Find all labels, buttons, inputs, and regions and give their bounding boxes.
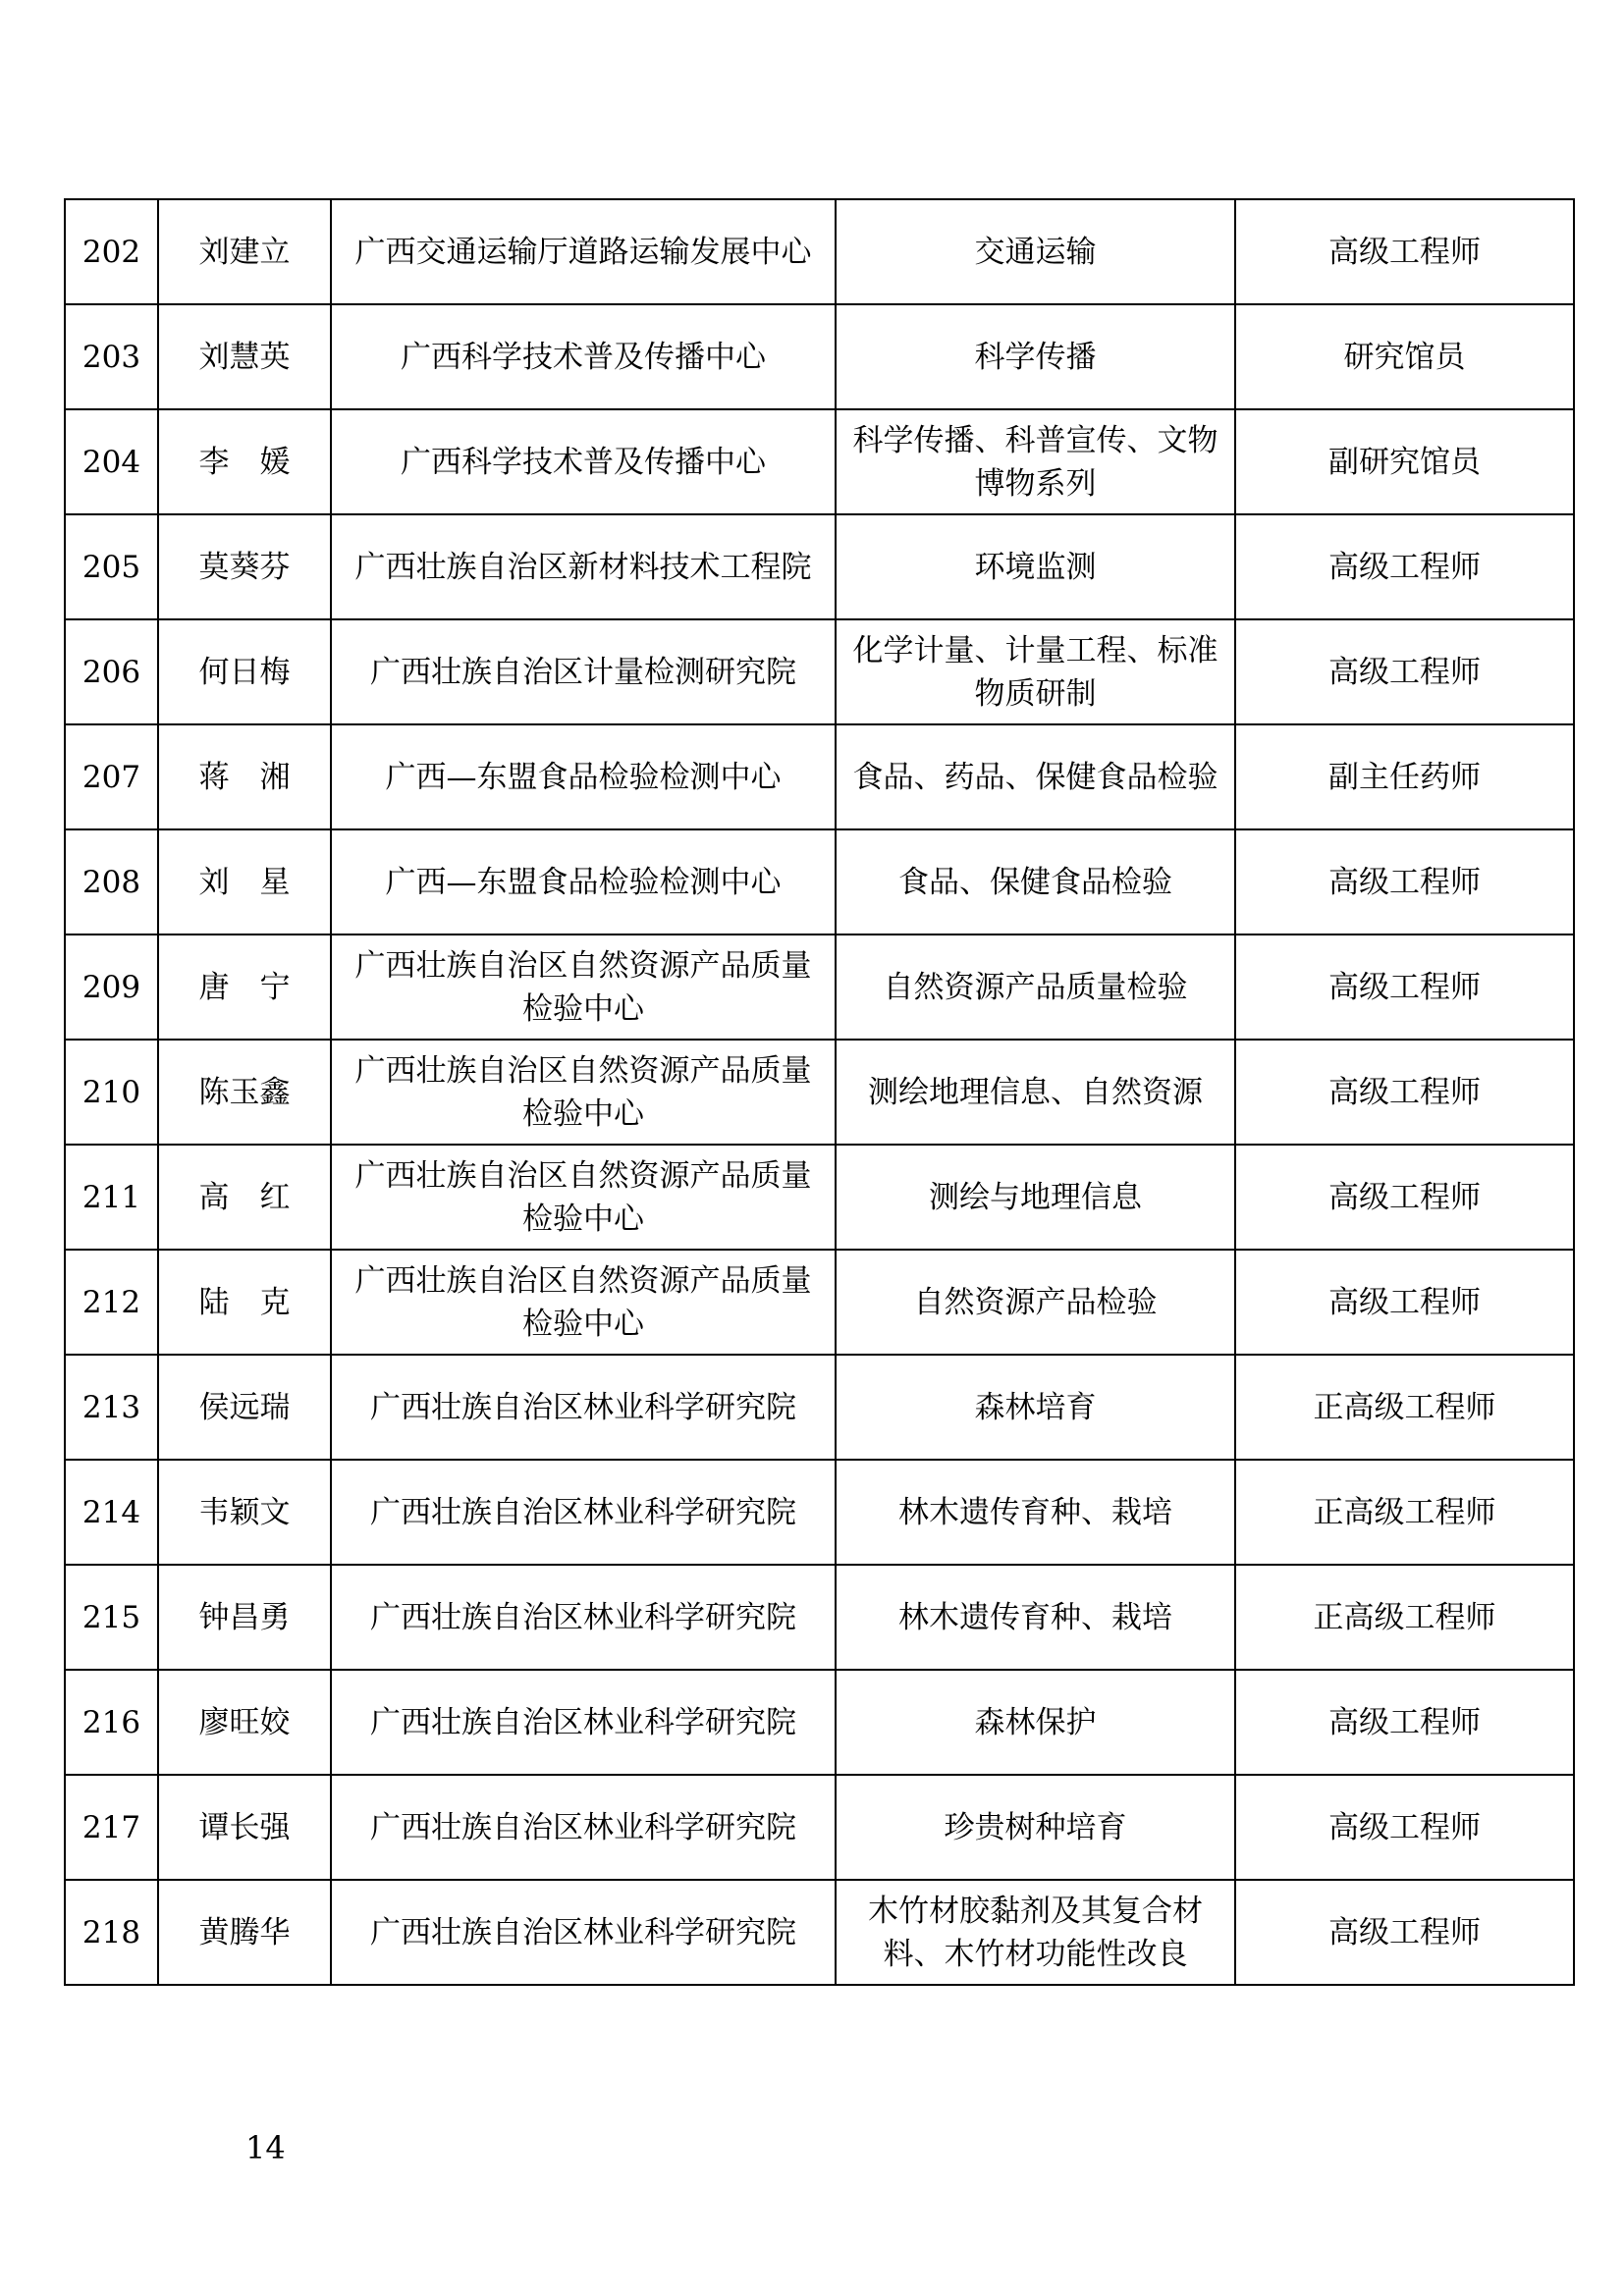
table-row	[65, 1565, 1574, 1670]
cell-field: 森林保护	[836, 1670, 1235, 1775]
cell-name: 陆 克	[158, 1250, 331, 1355]
cell-title: 高级工程师	[1235, 514, 1574, 619]
cell-number: 218	[65, 1880, 158, 1985]
cell-organization: 广西壮族自治区林业科学研究院	[331, 1880, 836, 1985]
cell-name: 钟昌勇	[158, 1565, 331, 1670]
cell-title: 正高级工程师	[1235, 1565, 1574, 1670]
cell-name: 廖旺姣	[158, 1670, 331, 1775]
cell-number: 211	[65, 1145, 158, 1250]
cell-name: 唐 宁	[158, 934, 331, 1040]
cell-number: 202	[65, 199, 158, 304]
cell-number: 206	[65, 619, 158, 724]
table-row	[65, 514, 1574, 619]
cell-organization: 广西—东盟食品检验检测中心	[331, 829, 836, 934]
cell-field: 木竹材胶黏剂及其复合材料、木竹材功能性改良	[836, 1880, 1235, 1985]
cell-title: 高级工程师	[1235, 1250, 1574, 1355]
cell-name: 李 媛	[158, 409, 331, 514]
cell-title: 高级工程师	[1235, 934, 1574, 1040]
cell-title: 高级工程师	[1235, 619, 1574, 724]
cell-name: 刘 星	[158, 829, 331, 934]
cell-title: 高级工程师	[1235, 1775, 1574, 1880]
cell-organization: 广西—东盟食品检验检测中心	[331, 724, 836, 829]
cell-name: 黄腾华	[158, 1880, 331, 1985]
cell-title: 高级工程师	[1235, 1670, 1574, 1775]
cell-organization: 广西壮族自治区林业科学研究院	[331, 1670, 836, 1775]
table-row	[65, 1250, 1574, 1355]
cell-organization: 广西壮族自治区林业科学研究院	[331, 1460, 836, 1565]
cell-organization: 广西壮族自治区自然资源产品质量检验中心	[331, 1145, 836, 1250]
table-row	[65, 934, 1574, 1040]
cell-title: 高级工程师	[1235, 829, 1574, 934]
cell-organization: 广西壮族自治区林业科学研究院	[331, 1355, 836, 1460]
cell-field: 测绘地理信息、自然资源	[836, 1040, 1235, 1145]
cell-field: 珍贵树种培育	[836, 1775, 1235, 1880]
table-row	[65, 409, 1574, 514]
cell-number: 216	[65, 1670, 158, 1775]
cell-field: 交通运输	[836, 199, 1235, 304]
cell-number: 215	[65, 1565, 158, 1670]
expert-list-table	[64, 198, 1575, 1986]
cell-name: 谭长强	[158, 1775, 331, 1880]
cell-number: 210	[65, 1040, 158, 1145]
cell-field: 科学传播、科普宣传、文物博物系列	[836, 409, 1235, 514]
cell-title: 正高级工程师	[1235, 1355, 1574, 1460]
table-row	[65, 1040, 1574, 1145]
table-row	[65, 1670, 1574, 1775]
cell-title: 副主任药师	[1235, 724, 1574, 829]
cell-field: 食品、保健食品检验	[836, 829, 1235, 934]
cell-organization: 广西壮族自治区自然资源产品质量检验中心	[331, 1250, 836, 1355]
cell-name: 莫葵芬	[158, 514, 331, 619]
cell-organization: 广西科学技术普及传播中心	[331, 409, 836, 514]
cell-field: 环境监测	[836, 514, 1235, 619]
cell-name: 刘慧英	[158, 304, 331, 409]
table-row	[65, 1880, 1574, 1985]
cell-title: 高级工程师	[1235, 1040, 1574, 1145]
cell-title: 副研究馆员	[1235, 409, 1574, 514]
page-number: 14	[245, 2129, 286, 2166]
table-body	[65, 199, 1574, 1985]
table-row	[65, 304, 1574, 409]
table-row	[65, 1145, 1574, 1250]
cell-name: 何日梅	[158, 619, 331, 724]
cell-number: 208	[65, 829, 158, 934]
cell-field: 科学传播	[836, 304, 1235, 409]
cell-number: 207	[65, 724, 158, 829]
cell-title: 正高级工程师	[1235, 1460, 1574, 1565]
cell-number: 204	[65, 409, 158, 514]
table-row	[65, 724, 1574, 829]
cell-organization: 广西壮族自治区林业科学研究院	[331, 1565, 836, 1670]
cell-name: 蒋 湘	[158, 724, 331, 829]
cell-name: 韦颖文	[158, 1460, 331, 1565]
cell-field: 林木遗传育种、栽培	[836, 1460, 1235, 1565]
cell-number: 209	[65, 934, 158, 1040]
cell-title: 高级工程师	[1235, 1145, 1574, 1250]
cell-organization: 广西壮族自治区计量检测研究院	[331, 619, 836, 724]
cell-name: 高 红	[158, 1145, 331, 1250]
cell-number: 212	[65, 1250, 158, 1355]
table-row	[65, 1775, 1574, 1880]
cell-name: 侯远瑞	[158, 1355, 331, 1460]
cell-number: 203	[65, 304, 158, 409]
cell-number: 213	[65, 1355, 158, 1460]
cell-organization: 广西壮族自治区林业科学研究院	[331, 1775, 836, 1880]
cell-number: 214	[65, 1460, 158, 1565]
cell-title: 研究馆员	[1235, 304, 1574, 409]
cell-field: 测绘与地理信息	[836, 1145, 1235, 1250]
table-row	[65, 1460, 1574, 1565]
cell-field: 化学计量、计量工程、标准物质研制	[836, 619, 1235, 724]
cell-name: 陈玉鑫	[158, 1040, 331, 1145]
table-row	[65, 199, 1574, 304]
table-row	[65, 1355, 1574, 1460]
cell-name: 刘建立	[158, 199, 331, 304]
cell-field: 自然资源产品质量检验	[836, 934, 1235, 1040]
table-row	[65, 619, 1574, 724]
cell-organization: 广西壮族自治区自然资源产品质量检验中心	[331, 1040, 836, 1145]
cell-field: 林木遗传育种、栽培	[836, 1565, 1235, 1670]
cell-organization: 广西交通运输厅道路运输发展中心	[331, 199, 836, 304]
cell-field: 自然资源产品检验	[836, 1250, 1235, 1355]
cell-number: 217	[65, 1775, 158, 1880]
cell-title: 高级工程师	[1235, 1880, 1574, 1985]
cell-number: 205	[65, 514, 158, 619]
cell-title: 高级工程师	[1235, 199, 1574, 304]
cell-organization: 广西壮族自治区新材料技术工程院	[331, 514, 836, 619]
cell-field: 森林培育	[836, 1355, 1235, 1460]
table-row	[65, 829, 1574, 934]
cell-organization: 广西科学技术普及传播中心	[331, 304, 836, 409]
cell-field: 食品、药品、保健食品检验	[836, 724, 1235, 829]
cell-organization: 广西壮族自治区自然资源产品质量检验中心	[331, 934, 836, 1040]
